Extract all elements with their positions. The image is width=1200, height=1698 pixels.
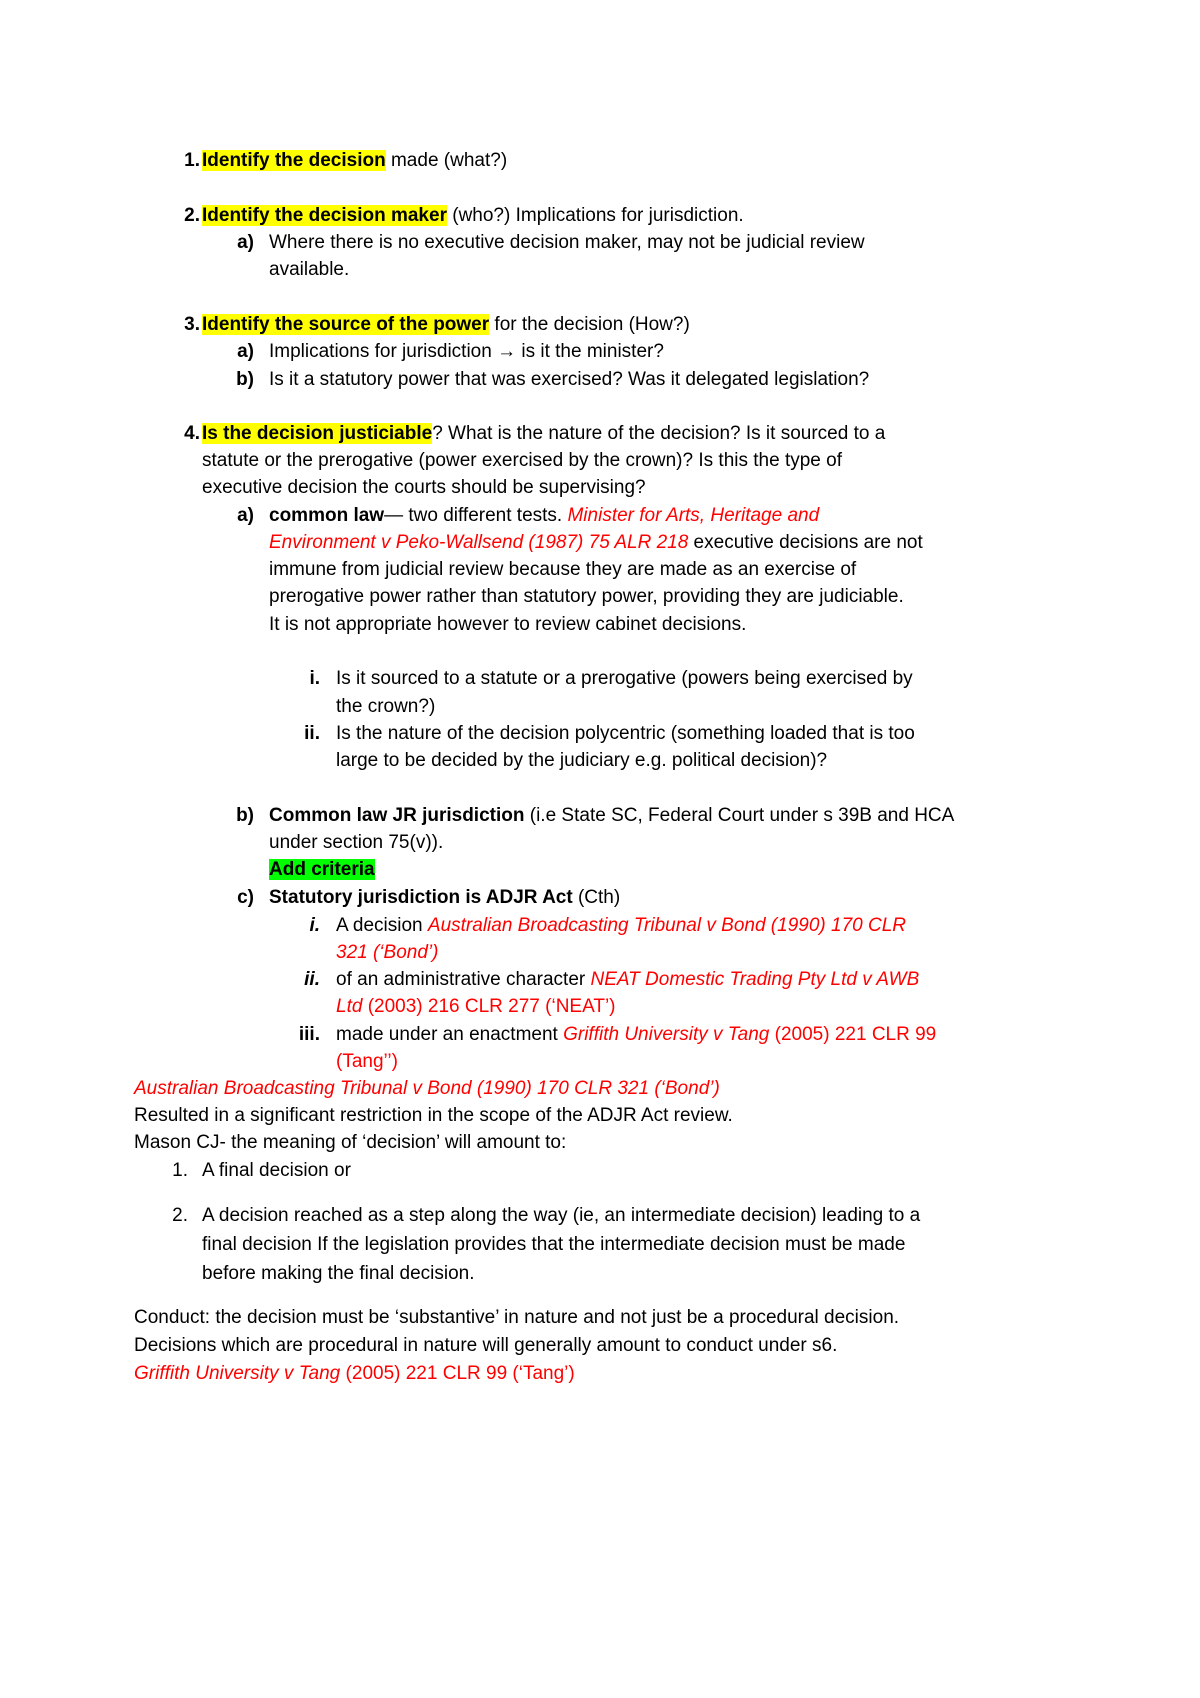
- tang-citation-line: [134, 1361, 575, 1387]
- list-number: 1.: [172, 1160, 188, 1181]
- conduct-line-2: Decisions which are procedural in nature will generally amount to conduct under s6.: [134, 1335, 838, 1356]
- roman-numeral: i.: [309, 915, 320, 936]
- text-segment: (Cth): [572, 887, 621, 908]
- roman-numeral: iii.: [298, 1024, 320, 1045]
- roman-numeral: ii.: [304, 723, 320, 744]
- step-4c-iii-line-2: (Tang’’): [336, 1051, 398, 1072]
- roman-numeral: i.: [309, 668, 320, 689]
- step-1-line: [202, 148, 507, 174]
- conduct-line-1: Conduct: the decision must be ‘substantive’ in nature and not just be a procedural decision.: [134, 1307, 900, 1328]
- list-number: 2.: [172, 1205, 188, 1226]
- bold-term: Common law JR jurisdiction: [269, 805, 525, 826]
- bold-term: Statutory jurisdiction is ADJR Act: [269, 887, 573, 908]
- highlighted-heading: Identify the decision: [202, 150, 386, 171]
- bond-line-2: Mason CJ- the meaning of ‘decision’ will amount to:: [134, 1132, 567, 1153]
- step-4a-i-line-1: Is it sourced to a statute or a prerogative (powers being exercised by: [336, 668, 913, 689]
- case-citation: 321 (‘Bond’): [336, 942, 439, 963]
- case-citation: Minister for Arts, Heritage and: [567, 505, 820, 526]
- step-4a-ii-line-2: large to be decided by the judiciary e.g. political decision)?: [336, 750, 828, 771]
- highlighted-heading: Identify the decision maker: [202, 205, 447, 226]
- case-citation: Griffith University v Tang: [134, 1363, 341, 1384]
- step-4a-line-4: prerogative power rather than statutory power, providing they are judiciable.: [269, 586, 904, 607]
- sublist-letter: a): [237, 341, 254, 362]
- highlighted-heading: Is the decision justiciable: [202, 423, 433, 444]
- case-citation: Environment v Peko-Wallsend (1987) 75 ALR 218: [269, 532, 689, 553]
- step-4a-i-line-2: the crown?): [336, 696, 436, 717]
- sublist-letter: a): [237, 232, 254, 253]
- list-number: 4.: [184, 423, 200, 444]
- step-4-line-2: statute or the prerogative (power exercised by the crown)? Is this the type of: [202, 450, 842, 471]
- highlighted-heading: Identify the source of the power: [202, 314, 490, 335]
- text-segment: (i.e State SC, Federal Court under s 39B and HCA: [524, 805, 955, 826]
- step-4b-line-3: [269, 857, 375, 883]
- step-4a-line-3: immune from judicial review because they are made as an exercise of: [269, 559, 857, 580]
- step-2a-line-2: available.: [269, 259, 350, 280]
- sublist-letter: b): [236, 369, 254, 390]
- step-text: made (what?): [385, 150, 508, 171]
- step-4a-line-1: [269, 503, 819, 529]
- step-4a-ii-line-1: Is the nature of the decision polycentric (something loaded that is too: [336, 723, 915, 744]
- roman-numeral: ii.: [304, 969, 320, 990]
- case-citation-detail: (2005) 221 CLR 99 (‘Tang’): [340, 1363, 575, 1384]
- case-citation: NEAT Domestic Trading Pty Ltd v AWB: [590, 969, 920, 990]
- text-segment: made under an enactment: [336, 1024, 564, 1045]
- step-3a-line: [269, 339, 664, 365]
- sublist-letter: a): [237, 505, 254, 526]
- text-segment: executive decisions are not: [688, 532, 923, 553]
- step-3-line: [202, 312, 690, 338]
- step-4-line-1: [202, 421, 885, 447]
- step-2-line: [202, 203, 744, 229]
- bold-term: common law: [269, 505, 385, 526]
- green-highlight-note: Add criteria: [269, 859, 375, 880]
- case-citation: Ltd: [336, 996, 363, 1017]
- sublist-letter: c): [237, 887, 254, 908]
- bond-case-heading: Australian Broadcasting Tribunal v Bond (1990) 170 CLR 321 (‘Bond’): [134, 1078, 720, 1099]
- list-number: 3.: [184, 314, 200, 335]
- bond-point-2-line-2: final decision If the legislation provides that the intermediate decision must be made: [202, 1234, 906, 1255]
- step-4-line-3: executive decision the courts should be supervising?: [202, 477, 646, 498]
- step-4c-i-line-2: [336, 940, 438, 966]
- list-number: 1.: [184, 150, 200, 171]
- text-segment: — two different tests.: [384, 505, 568, 526]
- case-citation: Australian Broadcasting Tribunal v Bond (1990) 170 CLR: [427, 915, 906, 936]
- sublist-letter: b): [236, 805, 254, 826]
- case-citation-detail: (2003) 216 CLR 277 (‘NEAT’): [362, 996, 616, 1017]
- list-number: 2.: [184, 205, 200, 226]
- step-3b-line: Is it a statutory power that was exercised? Was it delegated legislation?: [269, 369, 870, 390]
- text-segment: Implications for jurisdiction: [269, 341, 498, 362]
- step-4c-line: [269, 885, 620, 911]
- bond-point-2-line-3: before making the final decision.: [202, 1263, 475, 1284]
- step-2a-line-1: Where there is no executive decision maker, may not be judicial review: [269, 232, 865, 253]
- step-4a-line-2: [269, 530, 923, 556]
- step-4c-ii-line-2: [336, 994, 616, 1020]
- step-4c-ii-line-1: [336, 967, 919, 993]
- step-4c-i-line-1: [336, 913, 906, 939]
- bond-point-1: A final decision or: [202, 1160, 351, 1181]
- case-citation-detail: (2005) 221 CLR 99: [769, 1024, 937, 1045]
- step-text: (who?) Implications for jurisdiction.: [446, 205, 744, 226]
- text-segment: of an administrative character: [336, 969, 591, 990]
- step-4c-iii-line-1: [336, 1022, 936, 1048]
- arrow-icon: →: [497, 341, 517, 362]
- step-text: ? What is the nature of the decision? Is it sourced to a: [432, 423, 886, 444]
- text-segment: A decision: [336, 915, 428, 936]
- text-segment: is it the minister?: [516, 341, 664, 362]
- step-4b-line-1: [269, 803, 954, 829]
- step-text: for the decision (How?): [489, 314, 690, 335]
- bond-line-1: Resulted in a significant restriction in the scope of the ADJR Act review.: [134, 1105, 733, 1126]
- step-4b-line-2: under section 75(v)).: [269, 832, 444, 853]
- bond-point-2-line-1: A decision reached as a step along the way (ie, an intermediate decision) leading to a: [202, 1205, 921, 1226]
- step-4a-line-5: It is not appropriate however to review cabinet decisions.: [269, 614, 747, 635]
- case-citation: Griffith University v Tang: [563, 1024, 770, 1045]
